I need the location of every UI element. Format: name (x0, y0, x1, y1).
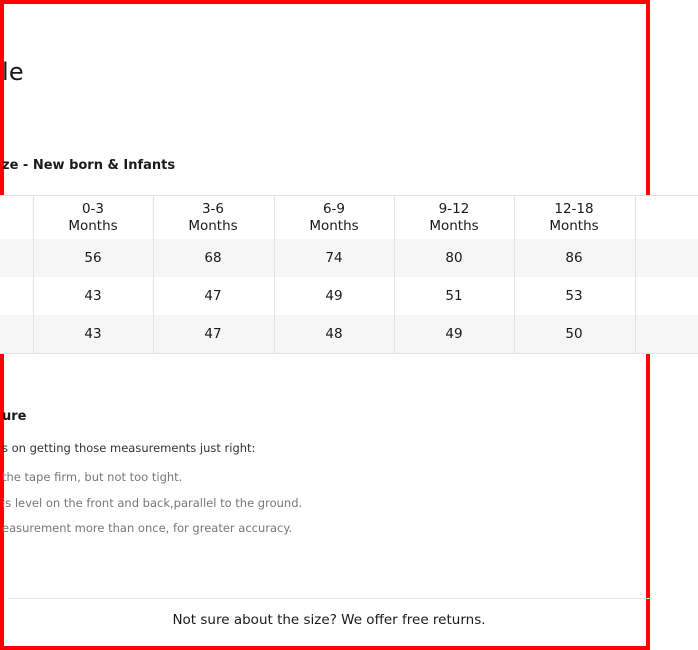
measure-tip: the tape firm, but not too tight. (2, 470, 183, 484)
footer-divider (8, 598, 650, 599)
table-cell: 50 (565, 326, 583, 342)
column-header (274, 196, 394, 239)
column-divider (274, 195, 275, 354)
column-header-unit: Months (429, 217, 479, 234)
how-to-measure-intro: s on getting those measurements just right: (2, 441, 256, 455)
table-row (0, 239, 698, 277)
table-cell: 51 (445, 288, 463, 304)
table-row (0, 315, 698, 354)
table-cell: 47 (204, 288, 222, 304)
column-header (394, 196, 514, 239)
table-cell: 68 (204, 250, 222, 266)
table-cell: 48 (325, 326, 343, 342)
column-header-unit: Months (309, 217, 359, 234)
size-guide-panel (2, 8, 650, 650)
column-divider (514, 195, 515, 354)
column-header (33, 196, 153, 239)
table-cell: 43 (84, 288, 102, 304)
table-cell: 56 (84, 250, 102, 266)
measure-tip: is level on the front and back,parallel to the ground. (2, 496, 303, 510)
table-cell: 86 (565, 250, 583, 266)
table-cell: 49 (325, 288, 343, 304)
table-cell: 80 (445, 250, 463, 266)
column-header (514, 196, 634, 239)
measure-tip: easurement more than once, for greater accuracy. (2, 521, 293, 535)
column-header-range: 3-6 (201, 200, 225, 217)
column-header-unit: Months (549, 217, 599, 234)
table-cell: 47 (204, 326, 222, 342)
table-cell: 53 (565, 288, 583, 304)
table-cell: 49 (445, 326, 463, 342)
column-header-range: 0-3 (81, 200, 105, 217)
page-title: le (2, 58, 24, 86)
column-header-range: 6-9 (322, 200, 346, 217)
column-divider (635, 195, 636, 354)
free-returns-notice: Not sure about the size? We offer free returns. (172, 612, 486, 628)
column-divider (153, 195, 154, 354)
column-divider (33, 195, 34, 354)
column-header-unit: Months (68, 217, 118, 234)
table-header-row (0, 195, 698, 240)
table-cell: 74 (325, 250, 343, 266)
column-header-range: 9-12 (438, 200, 470, 217)
column-header (153, 196, 273, 239)
column-header-range: 12-18 (554, 200, 594, 217)
table-cell: 43 (84, 326, 102, 342)
table-row (0, 277, 698, 315)
table-caption: ze - New born & Infants (2, 158, 176, 173)
column-divider (394, 195, 395, 354)
column-header-unit: Months (188, 217, 238, 234)
how-to-measure-heading: ure (2, 409, 27, 424)
